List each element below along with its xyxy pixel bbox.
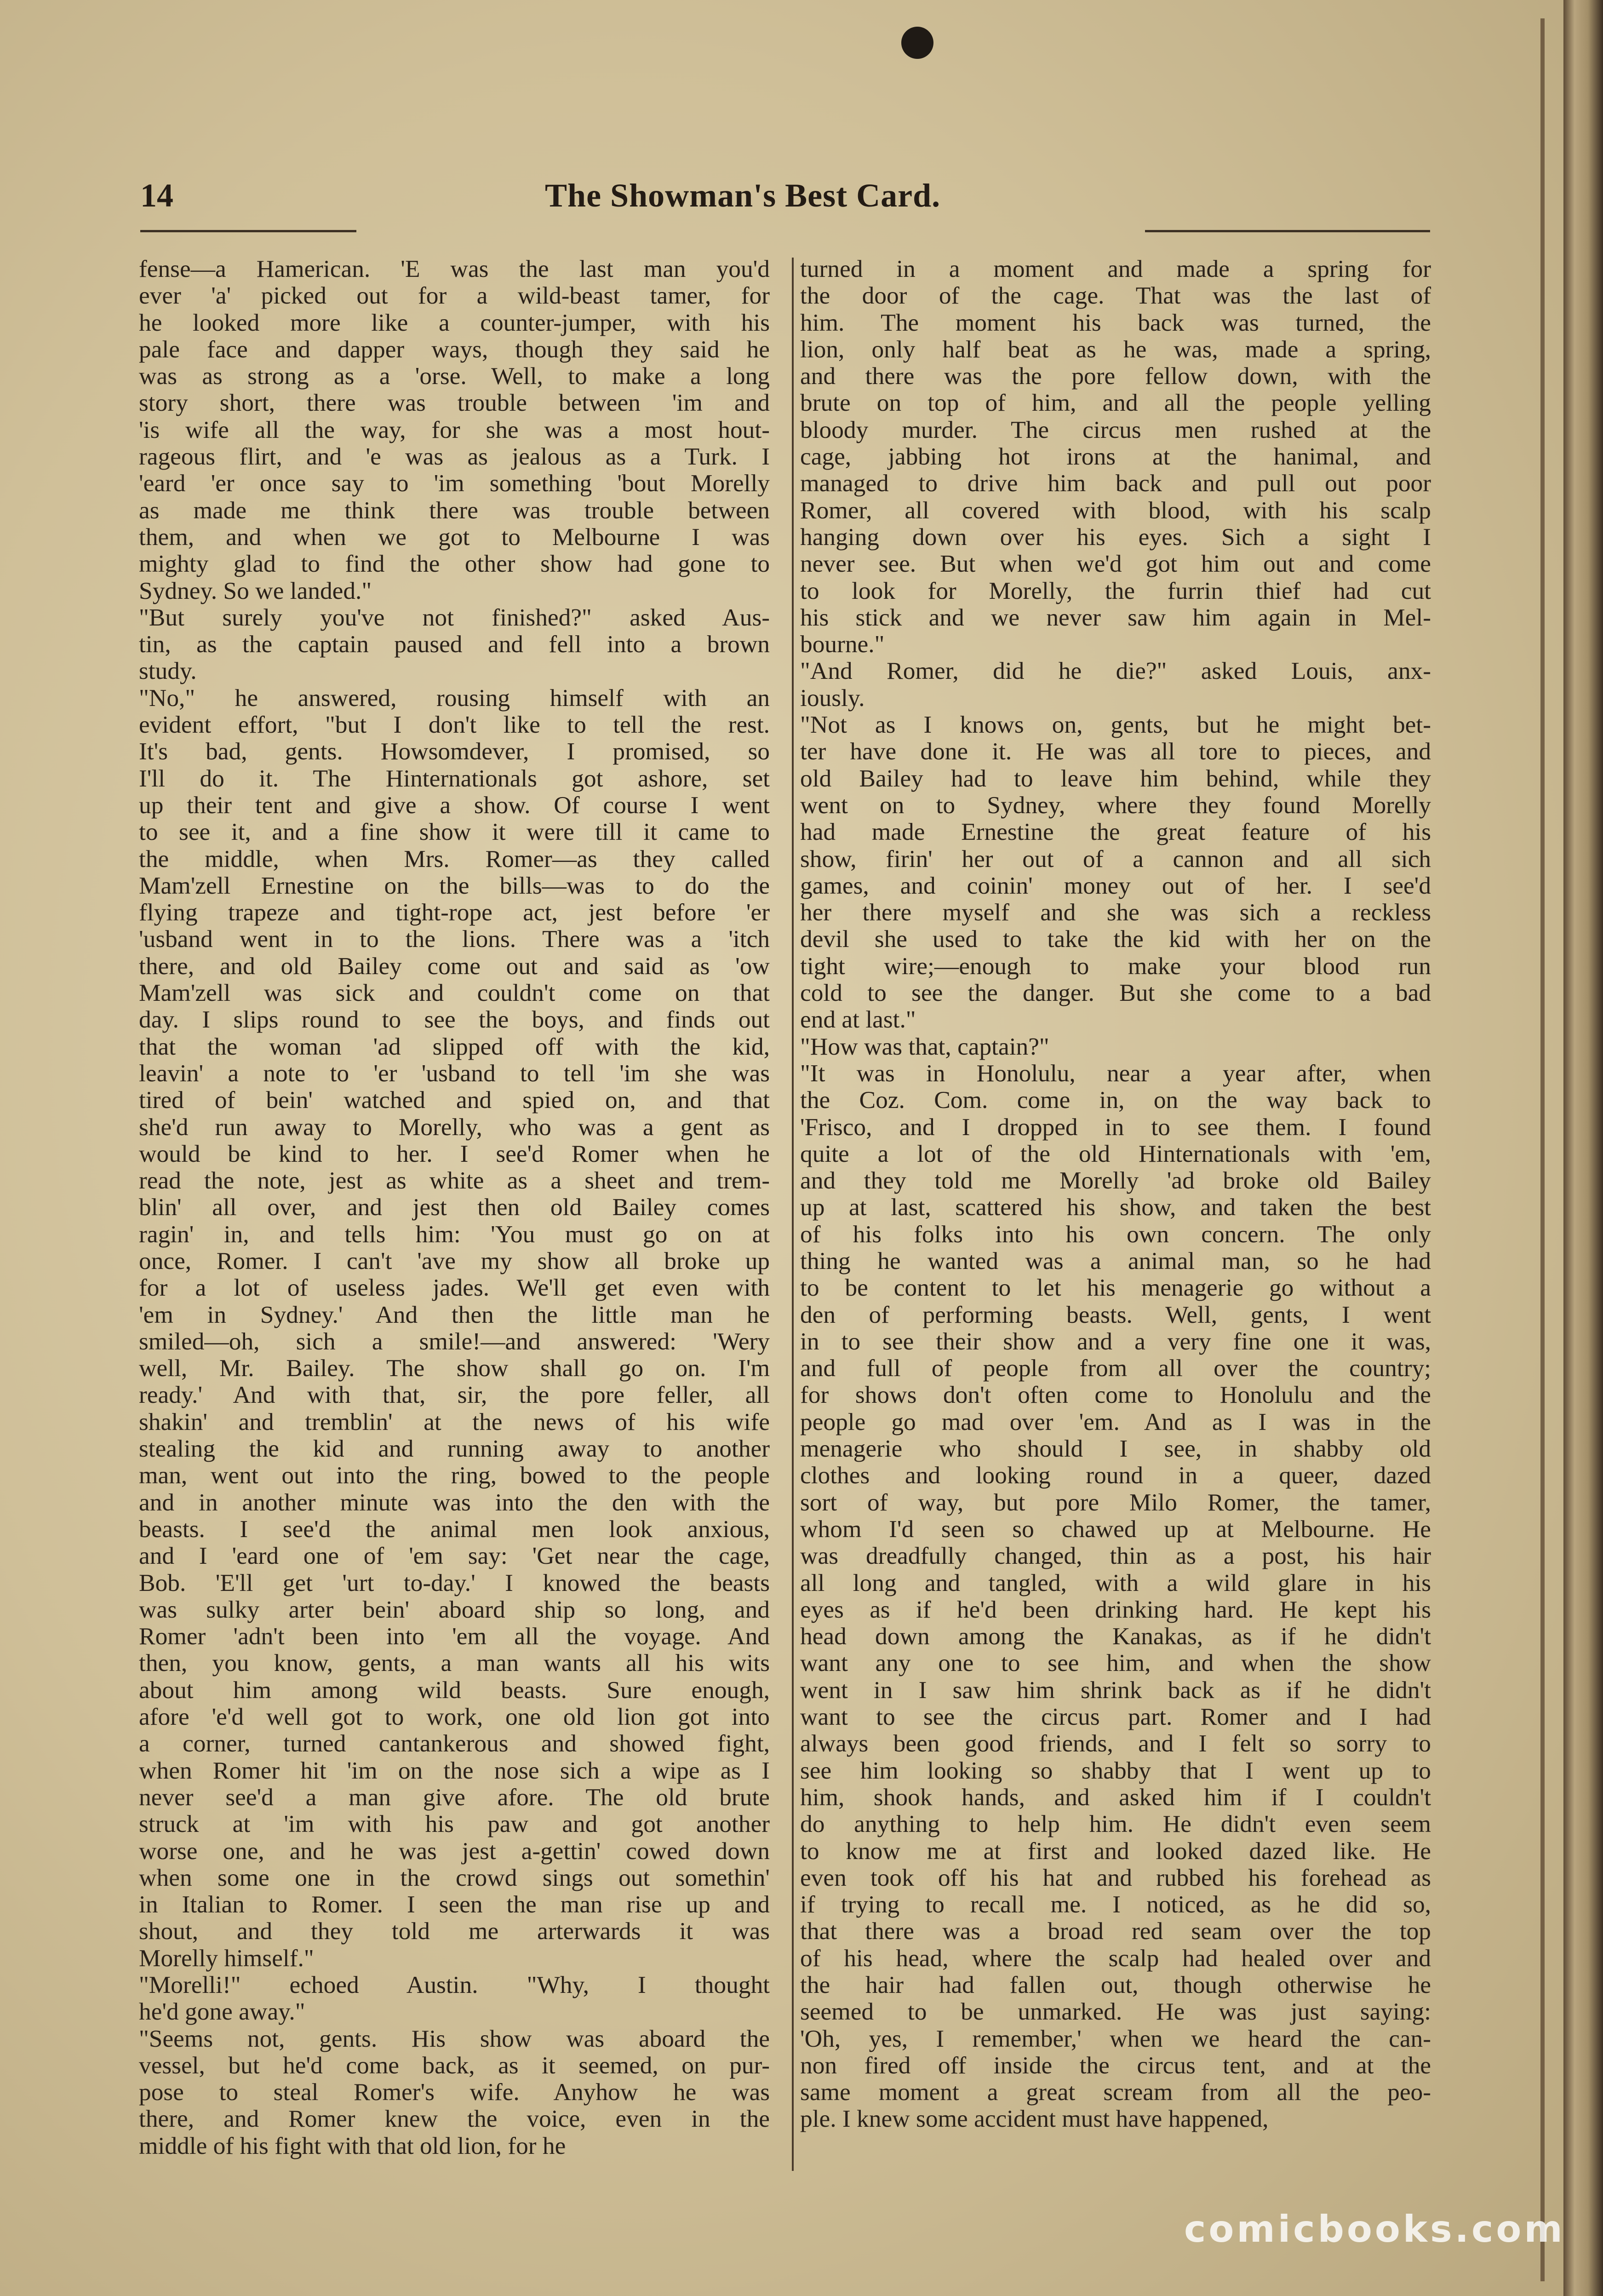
text-line: turned in a moment and made a spring for [800,255,1431,282]
text-line: a corner, turned cantankerous and showed fight, [139,1729,770,1757]
text-line: want any one to see him, and when the show [800,1649,1431,1677]
binding-gutter [1540,18,1545,2281]
text-line: read the note, jest as white as a sheet and trem- [139,1166,770,1194]
header-rule-left [140,230,356,232]
text-line: thing he wanted was a animal man, so he had [800,1246,1431,1274]
text-line: never see'd a man give afore. The old brute [139,1783,770,1811]
text-line: ever 'a' picked out for a wild-beast tamer, for [139,281,770,310]
text-line: study. [139,657,197,685]
text-line: cage, jabbing hot irons at the hanimal, and [800,442,1431,471]
text-line: do anything to help him. He didn't even seem [800,1810,1431,1838]
text-line: 'Oh, yes, I remember,' when we heard the can- [800,2024,1431,2052]
text-line: Bob. 'E'll get 'urt to-day.' I knowed the beasts [139,1568,770,1596]
text-line: had made Ernestine the great feature of his [800,818,1431,846]
text-line: ter have done it. He was all tore to pieces, and [800,737,1431,765]
header-rule-right [1145,230,1430,232]
text-line: want to see the circus part. Romer and I had [800,1703,1431,1731]
text-line: the door of the cage. That was the last of [800,281,1431,310]
text-line: shout, and they told me arterwards it was [139,1917,770,1945]
text-line: tired of bein' watched and spied on, and that [139,1086,770,1114]
text-line: mighty glad to find the other show had gone to [139,550,770,578]
text-line: brute on top of him, and all the people yelling [800,389,1431,417]
text-line: same moment a great scream from all the peo- [800,2078,1431,2106]
text-line: tight wire;—enough to make your blood run [800,952,1431,980]
text-line: leavin' a note to 'er 'usband to tell 'im she was [139,1059,770,1087]
text-line: "And Romer, did he die?" asked Louis, anx- [800,657,1431,685]
text-line: blin' all over, and jest then old Bailey comes [139,1193,770,1221]
text-line: lion, only half beat as he was, made a spring, [800,335,1431,363]
text-line: bourne." [800,630,885,658]
text-line: 'em in Sydney.' And then the little man he [139,1300,770,1328]
text-line: the Coz. Com. come in, on the way back to [800,1086,1431,1114]
text-line: all long and tangled, with a wild glare in his [800,1568,1431,1596]
text-line: he looked more like a counter-jumper, with his [139,308,770,336]
text-line: Mam'zell was sick and couldn't come on that [139,979,770,1007]
text-line: to look for Morelly, the furrin thief had cut [800,576,1431,604]
text-line: there, and Romer knew the voice, even in the [139,2105,770,2133]
text-line: as made me think there was trouble between [139,496,770,524]
text-line: fense—a Hamerican. 'E was the last man you'd [139,255,770,282]
text-line: story short, there was trouble between 'im and [139,389,770,417]
page-number: 14 [140,177,173,214]
text-line: was sulky arter bein' aboard ship so long, and [139,1595,770,1623]
text-line: and I 'eard one of 'em say: 'Get near the cage, [139,1542,770,1570]
column-divider [792,258,794,2171]
text-line: to be content to let his menagerie go without a [800,1274,1431,1302]
text-line: once, Romer. I can't 'ave my show all broke up [139,1246,770,1274]
text-line: 'Frisco, and I dropped in to see them. I found [800,1113,1431,1141]
text-line: his stick and we never saw him again in Mel- [800,603,1431,631]
text-line: ple. I knew some accident must have happened, [800,2105,1269,2133]
text-line: never see. But when we'd got him out and come [800,550,1431,578]
text-line: worse one, and he was jest a-gettin' cowed down [139,1837,770,1865]
text-line: eyes as if he'd been drinking hard. He kept his [800,1595,1431,1623]
text-line: when some one in the crowd sings out somethin' [139,1863,770,1891]
text-line: see him looking so shabby that I went up to [800,1756,1431,1784]
text-line: day. I slips round to see the boys, and finds out [139,1005,770,1033]
text-line: there, and old Bailey come out and said as 'ow [139,952,770,980]
text-line: "Morelli!" echoed Austin. "Why, I thought [139,1971,770,1998]
running-title: The Showman's Best Card. [545,177,941,214]
text-line: tin, as the captain paused and fell into a brown [139,630,770,658]
text-line: even took off his hat and rubbed his forehead as [800,1863,1431,1891]
text-line: and in another minute was into the den with the [139,1488,770,1516]
text-line: her there myself and she was sich a reckless [800,898,1431,926]
watermark: comicbooks.com [1184,2208,1565,2250]
text-line: bloody murder. The circus men rushed at the [800,415,1431,443]
text-line: den of performing beasts. Well, gents, I went [800,1300,1431,1328]
text-line: for shows don't often come to Honolulu and the [800,1381,1431,1409]
text-line: she'd run away to Morelly, who was a gent as [139,1113,770,1141]
text-line: non fired off inside the circus tent, and at the [800,2051,1431,2079]
text-column-right [800,255,1431,2132]
text-line: about him among wild beasts. Sure enough, [139,1676,770,1704]
text-line: 'usband went in to the lions. There was a 'itch [139,925,770,953]
adjacent-page-edge [1563,0,1603,2296]
text-line: to know me at first and looked dazed like. He [800,1837,1431,1865]
text-line: went in I saw him shrink back as if he didn't [800,1676,1431,1704]
text-line: of his folks into his own concern. The only [800,1220,1431,1248]
text-line: up at last, scattered his show, and taken the best [800,1193,1431,1221]
text-line: "Seems not, gents. His show was aboard the [139,2024,770,2052]
text-line: in Italian to Romer. I seen the man rise up and [139,1890,770,1918]
text-line: end at last." [800,1005,916,1033]
text-line: 'eard 'er once say to 'im something 'bout Morelly [139,469,770,497]
text-line: iously. [800,683,865,712]
text-line: up their tent and give a show. Of course I went [139,791,770,819]
text-line: Mam'zell Ernestine on the bills—was to do the [139,871,770,899]
text-line: Romer 'adn't been into 'em all the voyage. And [139,1622,770,1650]
text-line: ragin' in, and tells him: 'You must go on at [139,1220,770,1248]
text-line: middle of his fight with that old lion, for he [139,2131,566,2159]
text-line: I'll do it. The Hinternationals got ashore, set [139,764,770,792]
text-line: shakin' and tremblin' at the news of his wife [139,1407,770,1435]
text-line: he'd gone away." [139,1998,305,2026]
text-line: him, shook hands, and asked him if I couldn't [800,1783,1431,1811]
text-line: "How was that, captain?" [800,1032,1049,1060]
text-line: quite a lot of the old Hinternationals with 'em, [800,1139,1431,1167]
text-line: clothes and looking round in a queer, dazed [800,1461,1431,1489]
text-line: stealing the kid and running away to another [139,1435,770,1463]
text-line: 'is wife all the way, for she was a most hout- [139,415,770,443]
text-line: and full of people from all over the country; [800,1354,1431,1382]
text-line: well, Mr. Bailey. The show shall go on. I'm [139,1354,770,1382]
text-line: Morelly himself." [139,1944,314,1972]
text-line: if trying to recall me. I noticed, as he did so, [800,1890,1431,1918]
text-line: then, you know, gents, a man wants all his wits [139,1649,770,1677]
text-line: that the woman 'ad slipped off with the kid, [139,1032,770,1060]
text-line: head down among the Kanakas, as if he didn't [800,1622,1431,1650]
text-line: afore 'e'd well got to work, one old lion got into [139,1703,770,1731]
text-line: sort of way, but pore Milo Romer, the tamer, [800,1488,1431,1516]
text-line: the middle, when Mrs. Romer—as they called [139,844,770,872]
text-line: rageous flirt, and 'e was as jealous as a Turk. I [139,442,770,471]
text-line: pale face and dapper ways, though they said he [139,335,770,363]
text-line: Romer, all covered with blood, with his scalp [800,496,1431,524]
text-line: "Not as I knows on, gents, but he might bet- [800,711,1431,739]
text-line: in to see their show and a very fine one it was, [800,1327,1431,1355]
text-line: the hair had fallen out, though otherwise he [800,1971,1431,1998]
text-line: them, and when we got to Melbourne I was [139,522,770,551]
text-line: for a lot of useless jades. We'll get even with [139,1274,770,1302]
text-line: would be kind to her. I see'd Romer when he [139,1139,770,1167]
text-line: when Romer hit 'im on the nose sich a wipe as I [139,1756,770,1784]
text-line: vessel, but he'd come back, as it seemed, on pur- [139,2051,770,2079]
text-line: to see it, and a fine show it were till it came to [139,818,770,846]
text-line: It's bad, gents. Howsomdever, I promised, so [139,737,770,765]
text-line: Sydney. So we landed." [139,576,372,604]
text-column-left [139,255,770,2159]
text-line: and there was the pore fellow down, with the [800,362,1431,390]
text-line: show, firin' her out of a cannon and all sich [800,844,1431,872]
text-line: beasts. I see'd the animal men look anxious, [139,1515,770,1543]
text-line: of his head, where the scalp had healed over and [800,1944,1431,1972]
page-header [140,177,1460,227]
text-line: cold to see the danger. But she come to a bad [800,979,1431,1007]
text-line: old Bailey had to leave him behind, while they [800,764,1431,792]
text-line: that there was a broad red seam over the top [800,1917,1431,1945]
text-line: games, and coinin' money out of her. I see'd [800,871,1431,899]
text-line: struck at 'im with his paw and got another [139,1810,770,1838]
text-line: hanging down over his eyes. Sich a sight I [800,522,1431,551]
text-line: evident effort, "but I don't like to tell the rest. [139,711,770,739]
text-line: "No," he answered, rousing himself with an [139,683,770,712]
text-line: managed to drive him back and pull out poor [800,469,1431,497]
text-line: man, went out into the ring, bowed to the people [139,1461,770,1489]
text-line: pose to steal Romer's wife. Anyhow he was [139,2078,770,2106]
text-line: and they told me Morelly 'ad broke old Bailey [800,1166,1431,1194]
text-line: always been good friends, and I felt so sorry to [800,1729,1431,1757]
text-line: smiled—oh, sich a smile!—and answered: 'Wery [139,1327,770,1355]
text-line: was as strong as a 'orse. Well, to make a long [139,362,770,390]
text-line: was dreadfully changed, thin as a post, his hair [800,1542,1431,1570]
text-line: whom I'd seen so chawed up at Melbourne. He [800,1515,1431,1543]
binding-hole [901,27,933,59]
text-line: "It was in Honolulu, near a year after, when [800,1059,1431,1087]
text-line: went on to Sydney, where they found Morelly [800,791,1431,819]
text-line: people go mad over 'em. And as I was in the [800,1407,1431,1435]
text-line: seemed to be unmarked. He was just saying: [800,1998,1431,2026]
text-line: "But surely you've not finished?" asked Aus- [139,603,770,631]
text-line: devil she used to take the kid with her on the [800,925,1431,953]
text-line: menagerie who should I see, in shabby old [800,1435,1431,1463]
text-line: him. The moment his back was turned, the [800,308,1431,336]
text-line: flying trapeze and tight-rope act, jest before 'er [139,898,770,926]
text-line: ready.' And with that, sir, the pore feller, all [139,1381,770,1409]
